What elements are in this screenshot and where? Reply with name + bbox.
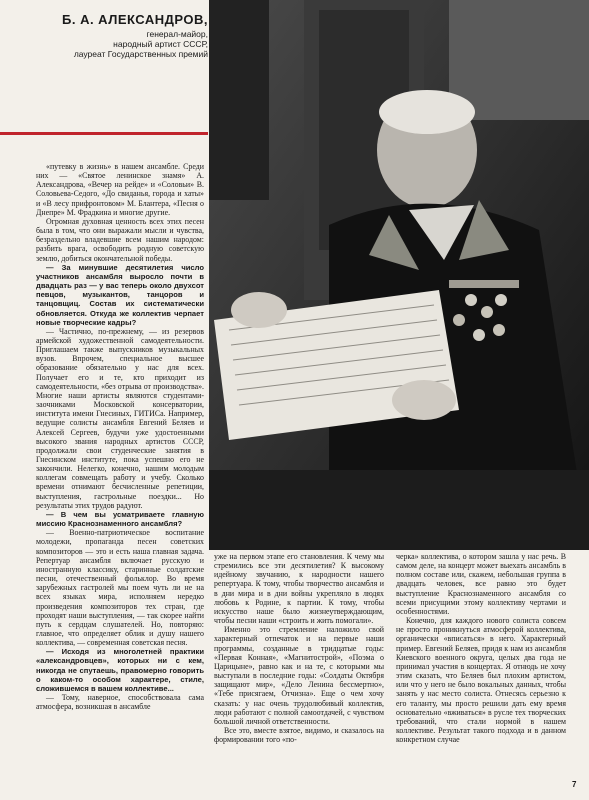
text-column-3: [396, 552, 566, 744]
paragraph: — Военно-патриотическое воспитание молодежи, пропаганда песен советских композиторов — это и есть наша главная задача. Репертуар ансамбля включает русскую и иностранную классику, старинные солдатские песни, отечественный фольклор. Во время зарубежных гастролей мы поем чуть ли не на всех языках мира, исполняем нередко произведения композиторов тех стран, где проходят наши выступления, — так скорее найти путь к сердцам слушателей. Но, повторяю: главное, что определяет облик и душу нашего коллектива, — современная советская песня.: [36, 528, 204, 648]
paragraph: «путевку в жизнь» в нашем ансамбле. Среди них — «Святое ленинское знамя» А. Александрова, «Вечер на рейде» и «Соловьи» В. Соловьева-Седого, «До свиданья, города и хаты» и «В лесу прифронтовом» М. Блантера, «Песня о Днепре» М. Фрадкина и многие другие.: [36, 162, 204, 217]
paragraph: — Частично, по-прежнему, — из резервов армейской художественной самодеятельности. Приглашаем также выпускников музыкальных вузов. Впрочем, специальное высшее образование обязательно у нас для всех. Получает его и те, кто приходит из самодеятельности, «без отрыва от производства». Многие наши артисты являются студентами-заочниками Московской консерватории, института имени Гнесиных, ГИТИСа. Например, ведущие солисты ансамбля Евгений Беляев и Алексей Сергеев, будучи уже удостоенными высокого звания народных артистов СССР, продолжали свои студенческие занятия в Гнесинском институте, пока успешно его не закончили. Нелегко, конечно, нашим молодым коллегам совмещать работу и учебу. Сколько времени отнимают бесчисленные репетиции, выступления, гастрольные поездки... Но результаты этих трудов радуют.: [36, 326, 204, 510]
paragraph: — Тому, наверное, способствовала сама атмосфера, возникшая в ансамбле: [36, 693, 204, 712]
author-name: Б. А. АЛЕКСАНДРОВ,: [62, 12, 208, 27]
text-column-2: [214, 552, 384, 744]
interviewer-question: — В чем вы усматриваете главную миссию Краснознаменного ансамбля?: [36, 509, 204, 529]
paragraph: Именно это стремление наложило свой характерный отпечаток и на первые наши программы, созданные в тридцатые годы: «Первая Конная», «Магнитострой», «Поэма о Царицыне», равно как и на те, с которыми мы выступали в последние годы: «Солдаты Октября защищают мир», «Дело Ленина бессмертно», «Тебе присягаем, Отчизна». Еще о чем хочу сказать: у нас очень трудолюбивый коллектив, люди работают с полной самоотдачей, с чувством большой личной ответственности.: [214, 625, 384, 726]
page-number: 7: [572, 780, 577, 789]
paragraph: черка» коллектива, о котором зашла у нас речь. В самом деле, на концерт может выехать ансамбль в полном составе или, скажем, небольшая группа в двадцать человек, все равно это будет выступление Краснознаменного ансамбля со всеми присущими этому коллективу чертами и особенностями.: [396, 552, 566, 616]
paragraph: Все это, вместе взятое, видимо, и сказалось на формировании того «по-: [214, 725, 384, 745]
author-caption: [38, 12, 208, 59]
author-rank: генерал-майор,: [146, 29, 208, 39]
author-title: народный артист СССР,: [113, 39, 208, 49]
text-column-1: [36, 162, 204, 711]
interviewer-question: — Исходя из многолетней практики «александровцев», которых ни с кем, никогда не спутаешь, правомерно говорить о каком-то особом характере, стиле, сложившемся в вашем коллективе...: [36, 647, 204, 693]
paragraph: Огромная духовная ценность всех этих песен была в том, что они выражали мысли и чувства, безраздельно владевшие всем нашим народом: разбить врага, освободить родную советскую землю, добиться окончательной победы.: [36, 216, 204, 263]
author-awards: лауреат Государственных премий: [73, 49, 208, 59]
paragraph: уже на первом этапе его становления. К чему мы стремились все эти десятилетия? К высокому идейному звучанию, к народности нашего репертуара. К тому, чтобы творчество ансамбля и в дни мира и в дни войны укрепляло в людях любовь к Родине, к партии. К тому, чтобы искусство наше было жизнеутверждающим, чтобы песни наши «строить и жить помогали».: [214, 552, 384, 626]
portrait-photo-icon: [209, 0, 589, 550]
paragraph: Конечно, для каждого нового солиста совсем не просто проникнуться атмосферой коллектива, органически «вписаться» в него. Характерный пример. Евгений Беляев, придя к нам из ансамбля Киевского военного округа, целых два года не принимал участия в концертах. Я отнюдь не хочу этим сказать, что Беляев был плохим артистом, или что у него не было вокальных данных, чтобы занять у нас место солиста. Отнесясь серьезно к его таланту, мы просто решили дать ему время основательно «вживаться» в русле тех творческих требований, что стали нормой в нашем коллективе. Результат такого подхода и в данном конкретном случае: [396, 616, 566, 745]
interviewer-question: — За минувшие десятилетия число участников ансамбля выросло почти в двадцать раз — у вас теперь около двухсот певцов, музыкантов, танцоров и танцовщиц. Состав их систематически обновляется. Откуда же коллектив черпает новые творческие кадры?: [36, 262, 204, 327]
red-accent-rule: [0, 132, 208, 135]
portrait-photo: [209, 0, 589, 550]
